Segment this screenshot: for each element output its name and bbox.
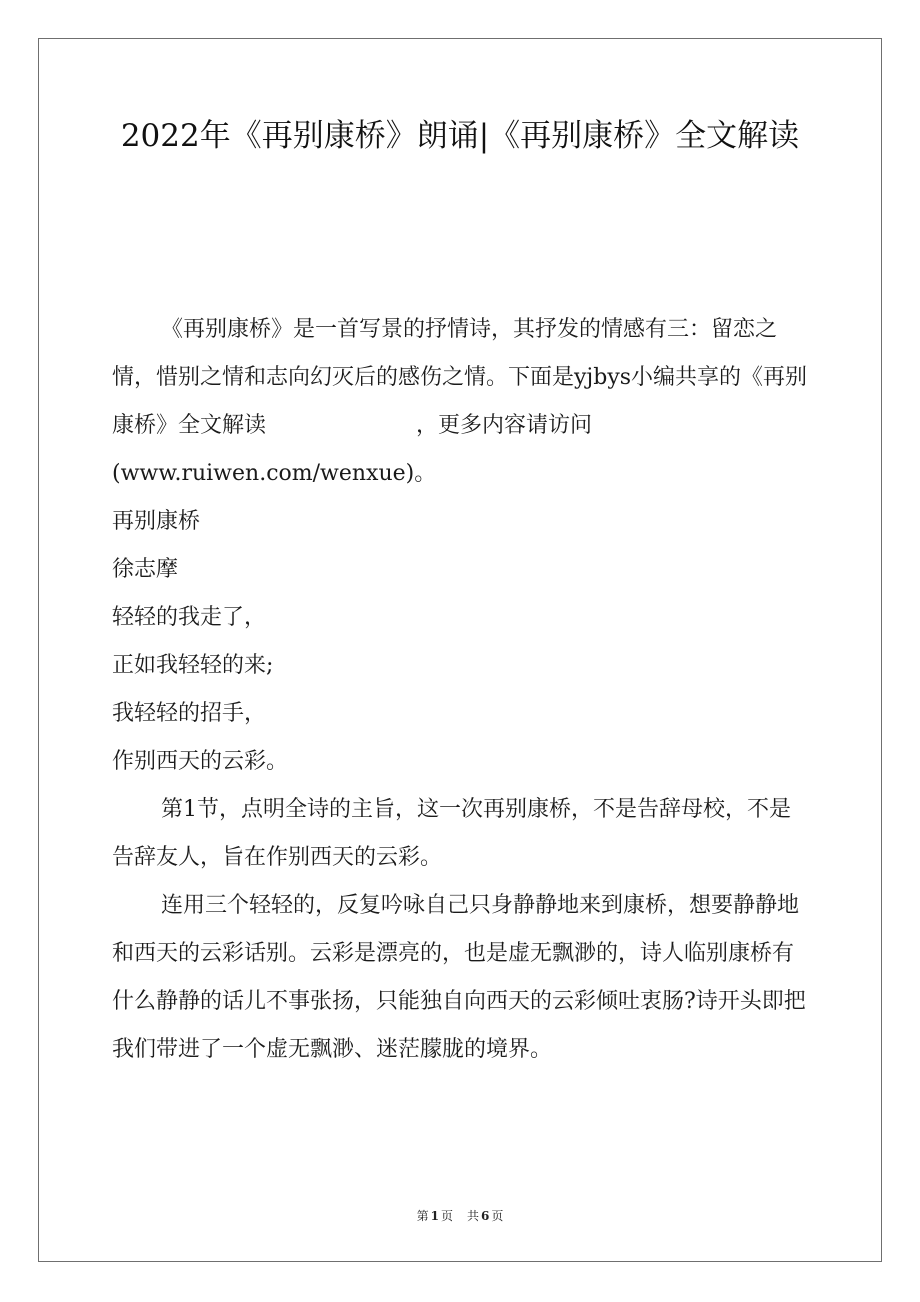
poem-line: 我轻轻的招手， — [112, 701, 267, 726]
poem-line: 轻轻的我走了， — [112, 605, 267, 630]
intro-text: 《再别康桥》是一首写景的抒情诗，其抒发的情感有三：留恋之情，惜别之情和志向幻灭后的感伤之情。下面是yjbys小编共享的《再别康桥》全文解读 — [112, 317, 808, 438]
poem-line: 作别西天的云彩。 — [112, 749, 289, 774]
page-suffix: 页 — [440, 1209, 453, 1223]
total-pages: 6 — [481, 1209, 490, 1223]
page-prefix: 第 — [416, 1209, 429, 1223]
poem-author: 徐志摩 — [112, 557, 179, 582]
analysis-paragraph: 连用三个轻轻的，反复吟咏自己只身静静地来到康桥，想要静静地和西天的云彩话别。云彩是漂亮的，也是虚无飘渺的，诗人临别康桥有什么静静的话儿不事张扬，只能独自向西天的云彩倾吐衷肠?诗开头即把我们带进了一个虚无飘渺、迷茫朦胧的境界。 — [112, 893, 806, 1062]
page-footer — [0, 1207, 920, 1225]
page-number: 1 — [430, 1209, 439, 1223]
poem-title: 再别康桥 — [112, 509, 201, 534]
analysis-paragraph: 第1节，点明全诗的主旨，这一次再别康桥，不是告辞母校，不是告辞友人，旨在作别西天的云彩。 — [112, 797, 791, 870]
document-title: 2022年《再别康桥》朗诵|《再别康桥》全文解读 — [120, 118, 800, 154]
document-body — [112, 306, 812, 1074]
poem-line: 正如我轻轻的来; — [112, 653, 274, 678]
intro-paragraph — [112, 306, 812, 498]
total-prefix: 共 — [467, 1209, 480, 1223]
intro-link-text: ，更多内容请访问(www.ruiwen.com/wenxue)。 — [112, 413, 593, 486]
total-suffix: 页 — [491, 1209, 504, 1223]
